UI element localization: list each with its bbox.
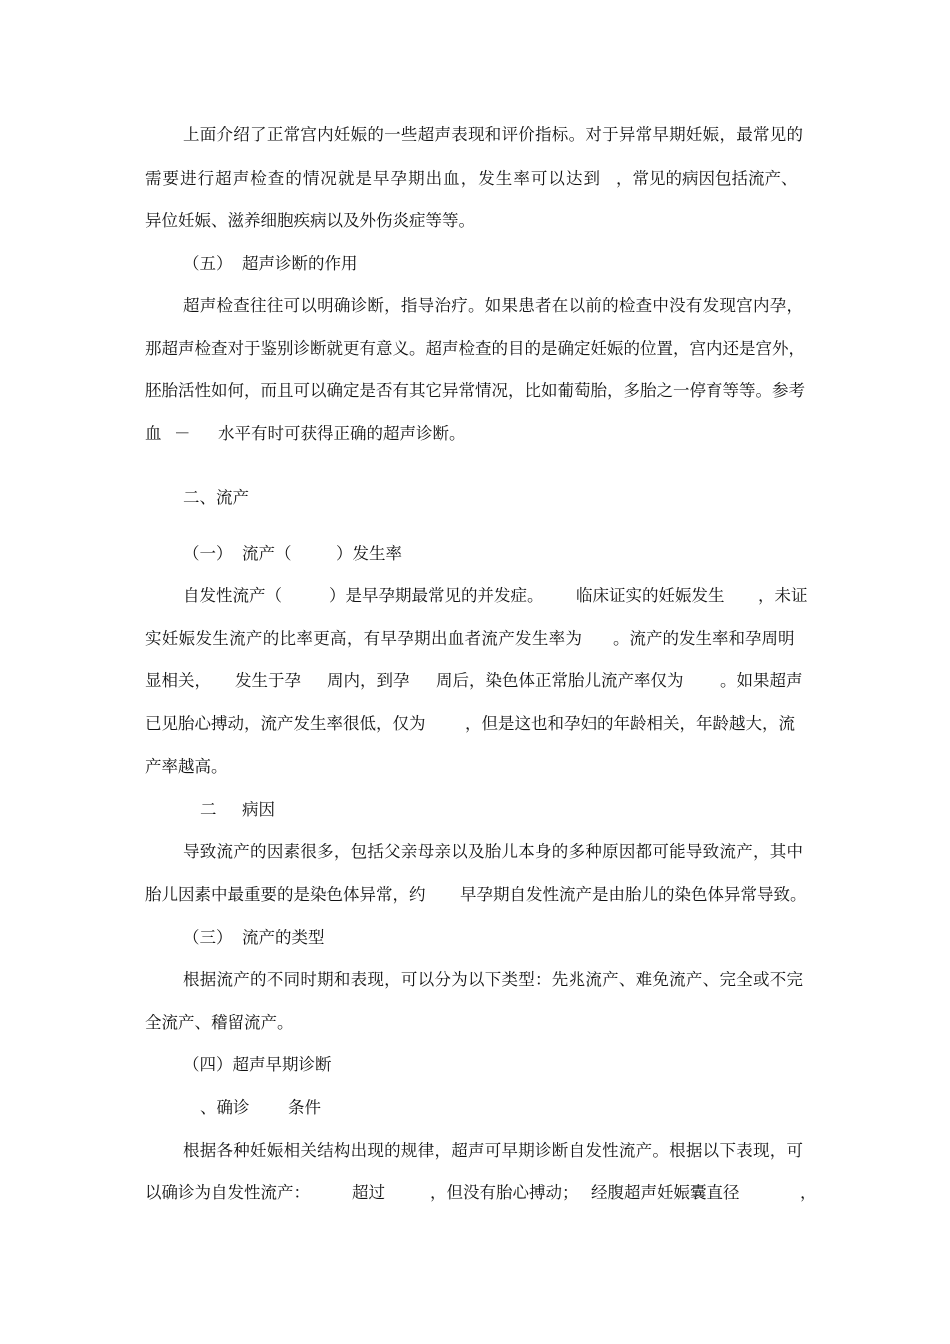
section-5-line-3: 胚胎活性如何，而且可以确定是否有其它异常情况，比如葡萄胎，多胎之一停育等等。参考 [145,381,805,400]
section-4-heading: （四）超声早期诊断 [183,1055,332,1074]
section-1-heading: （一） 流产（ ）发生率 [183,544,402,563]
section-1-line-4: 已见胎心搏动，流产发生率很低，仅为 ，但是这也和孕妇的年龄相关，年龄越大，流 [145,714,795,733]
section-4-line-2: 以确诊为自发性流产： 超过 ，但没有胎心搏动； 经腹超声妊娠囊直径 ， [145,1183,817,1202]
intro-line-2: 需要进行超声检查的情况就是早孕期出血，发生率可以达到 ，常见的病因包括流产、 [145,169,798,188]
section-2-line-2: 胎儿因素中最重要的是染色体异常，约 早孕期自发性流产是由胎儿的染色体异常导致。 [145,885,807,904]
intro-line-3: 异位妊娠、滋养细胞疾病以及外伤炎症等等。 [145,211,475,230]
section-3-line-2: 全流产、稽留流产。 [145,1013,294,1032]
section-5-line-2: 那超声检查对于鉴别诊断就更有意义。超声检查的目的是确定妊娠的位置，宫内还是宫外， [145,339,805,358]
section-1-line-1: 自发性流产（ ）是早孕期最常见的并发症。 临床证实的妊娠发生 ，未证 [183,586,808,605]
section-4-subheading: 、确诊 条件 [200,1098,321,1117]
section-3-line-1: 根据流产的不同时期和表现，可以分为以下类型：先兆流产、难免流产、完全或不完 [183,970,804,989]
section-3-heading: （三） 流产的类型 [183,928,325,947]
intro-line-1: 上面介绍了正常宫内妊娠的一些超声表现和评价指标。对于异常早期妊娠，最常见的 [183,125,804,144]
section-5-line-4: 血 － 水平有时可获得正确的超声诊断。 [145,424,466,443]
part-2-title: 二、流产 [183,488,249,507]
section-5-line-1: 超声检查往往可以明确诊断，指导治疗。如果患者在以前的检查中没有发现宫内孕， [183,296,804,315]
section-2-line-1: 导致流产的因素很多，包括父亲母亲以及胎儿本身的多种原因都可能导致流产，其中 [183,842,804,861]
section-1-line-5: 产率越高。 [145,757,228,776]
section-5-heading: （五） 超声诊断的作用 [183,254,358,273]
section-2-heading: 二 病因 [200,800,275,819]
section-1-line-2: 实妊娠发生流产的比率更高，有早孕期出血者流产发生率为 。流产的发生率和孕周明 [145,629,795,648]
section-4-line-1: 根据各种妊娠相关结构出现的规律，超声可早期诊断自发性流产。根据以下表现，可 [183,1141,804,1160]
section-1-line-3: 显相关， 发生于孕 周内，到孕 周后，染色体正常胎儿流产率仅为 。如果超声 [145,671,803,690]
